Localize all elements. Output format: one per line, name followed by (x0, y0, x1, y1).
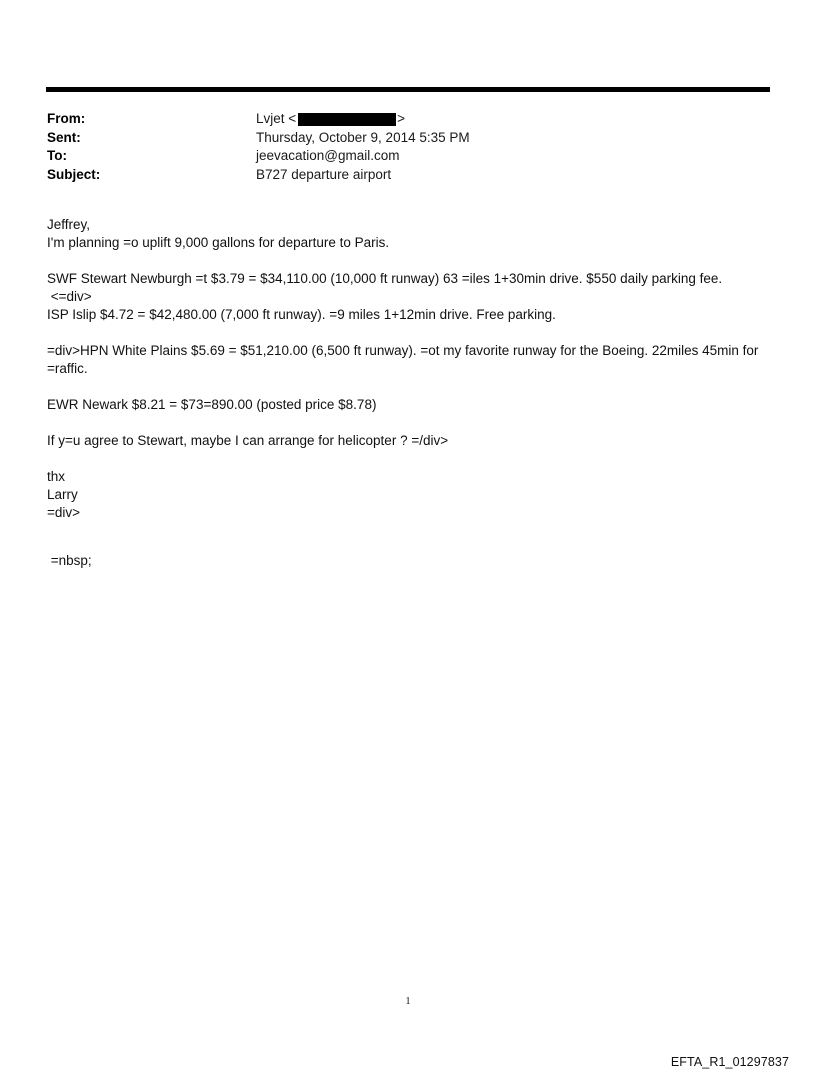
bates-number: EFTA_R1_01297837 (670, 1055, 789, 1069)
body-line: EWR Newark $8.21 = $73=890.00 (posted price $8.78) (47, 397, 377, 412)
body-line: <=div> (47, 289, 92, 304)
body-line: SWF Stewart Newburgh =t $3.79 = $34,110.00 (10,000 ft runway) 63 =iles 1+30min drive. $550 daily parking fee. (47, 271, 723, 286)
from-value-prefix: Lvjet < (256, 111, 297, 126)
sent-label: Sent: (47, 129, 81, 145)
email-body (47, 216, 772, 570)
greeting: Jeffrey, (47, 217, 91, 232)
subject-row (47, 166, 767, 185)
from-value-suffix: > (397, 111, 406, 126)
to-row (47, 147, 767, 166)
header-rule (46, 87, 770, 92)
body-line: ISP Islip $4.72 = $42,480.00 (7,000 ft runway). =9 miles 1+12min drive. Free parking. (47, 307, 556, 322)
sent-row (47, 129, 767, 148)
to-value: jeevacation@gmail.com (256, 148, 400, 163)
signature-line: Larry (47, 487, 78, 502)
signature-line: thx (47, 469, 66, 484)
body-line: =div>HPN White Plains $5.69 = $51,210.00 (6,500 ft runway). =ot my favorite runway for the Boeing. 22miles 45min for =raffic. (47, 343, 763, 376)
from-row (47, 110, 767, 129)
sent-value: Thursday, October 9, 2014 5:35 PM (256, 129, 470, 145)
body-line: I'm planning =o uplift 9,000 gallons for departure to Paris. (47, 235, 390, 250)
subject-label: Subject: (47, 166, 101, 182)
from-value (256, 110, 405, 129)
signature-line: =div> (47, 505, 81, 520)
body-trailer: =nbsp; (47, 553, 92, 568)
body-line: If y=u agree to Stewart, maybe I can arrange for helicopter ? =/div> (47, 433, 449, 448)
subject-value: B727 departure airport (256, 166, 392, 182)
to-label: To: (47, 148, 67, 163)
email-header (47, 110, 767, 184)
redaction-box (298, 113, 396, 126)
from-label: From: (47, 111, 86, 126)
page-number: 1 (405, 995, 411, 1007)
